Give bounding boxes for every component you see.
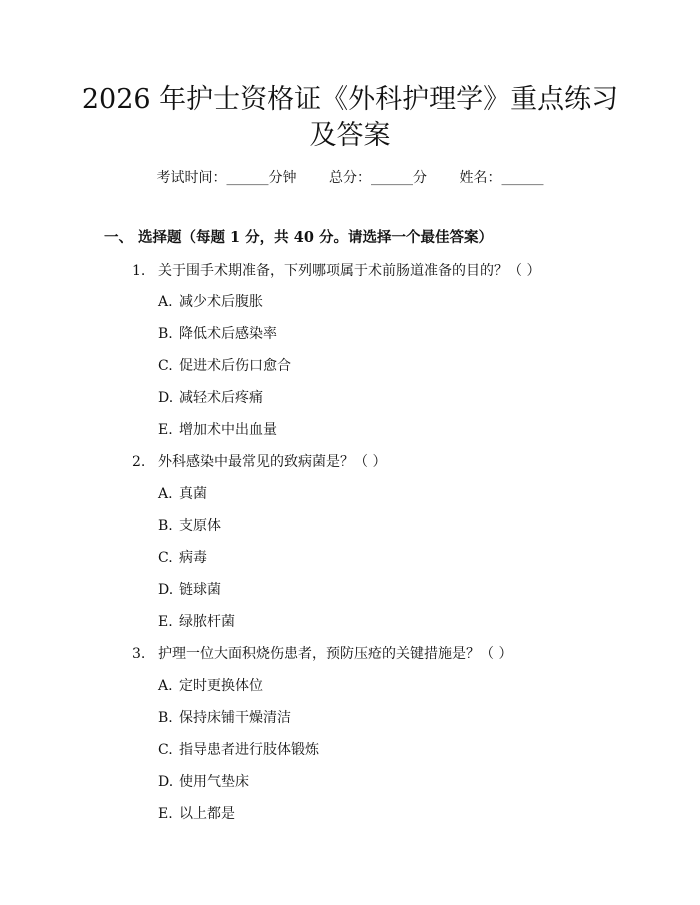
option-text: 促进术后伤口愈合 — [179, 358, 291, 374]
question-2-option-b — [158, 516, 221, 536]
option-text: 指导患者进行肢体锻炼 — [179, 742, 319, 758]
question-2-option-e — [158, 612, 235, 632]
section-number: 一、 — [104, 229, 133, 246]
option-letter: C. — [158, 742, 173, 758]
question-text: 关于围手术期准备，下列哪项属于术前肠道准备的目的？（ ） — [158, 263, 541, 279]
question-3-option-c — [158, 740, 319, 760]
exam-meta — [0, 168, 700, 188]
option-text: 保持床铺干燥清洁 — [179, 710, 291, 726]
question-number: 2. — [132, 454, 146, 470]
question-1-option-d — [158, 388, 263, 408]
option-text: 病毒 — [179, 550, 207, 566]
question-3-option-d — [158, 772, 249, 792]
option-text: 以上都是 — [179, 806, 235, 822]
option-letter: E. — [158, 806, 173, 822]
option-letter: B. — [158, 326, 173, 342]
question-text: 护理一位大面积烧伤患者，预防压疮的关键措施是？（ ） — [158, 646, 513, 662]
option-letter: D. — [158, 774, 174, 790]
option-text: 增加术中出血量 — [179, 422, 277, 438]
option-letter: C. — [158, 550, 173, 566]
question-number: 1. — [132, 263, 146, 279]
question-1-option-b — [158, 324, 277, 344]
question-3 — [132, 644, 512, 664]
question-3-option-b — [158, 708, 291, 728]
option-letter: A. — [158, 678, 173, 694]
question-3-option-a — [158, 676, 263, 696]
exam-name-label: 姓名：______ — [459, 170, 544, 186]
option-text: 减少术后腹胀 — [179, 294, 263, 310]
page-title-line1: 2026 年护士资格证《外科护理学》重点练习 — [81, 84, 619, 115]
exam-time-label: 考试时间：______分钟 — [156, 170, 297, 186]
option-text: 真菌 — [179, 486, 207, 502]
option-text: 链球菌 — [179, 582, 221, 598]
question-1-option-a — [158, 292, 263, 312]
option-letter: A. — [158, 486, 173, 502]
option-text: 降低术后感染率 — [179, 326, 277, 342]
question-2-option-c — [158, 548, 207, 568]
page-title-line2: 及答案 — [309, 120, 391, 151]
option-text: 支原体 — [179, 518, 221, 534]
question-1-option-e — [158, 420, 277, 440]
option-letter: E. — [158, 614, 173, 630]
option-letter: C. — [158, 358, 173, 374]
option-letter: B. — [158, 518, 173, 534]
section-title: 选择题（每题 1 分，共 40 分。请选择一个最佳答案） — [138, 229, 493, 246]
question-2-option-a — [158, 484, 207, 504]
option-text: 定时更换体位 — [179, 678, 263, 694]
option-letter: B. — [158, 710, 173, 726]
section-heading — [104, 228, 493, 248]
question-1 — [132, 261, 540, 281]
option-text: 使用气垫床 — [179, 774, 249, 790]
question-number: 3. — [132, 646, 146, 662]
option-letter: A. — [158, 294, 173, 310]
exam-score-label: 总分：______分 — [329, 170, 427, 186]
question-text: 外科感染中最常见的致病菌是？（ ） — [158, 454, 387, 470]
option-letter: D. — [158, 582, 174, 598]
question-1-option-c — [158, 356, 291, 376]
question-3-option-e — [158, 804, 235, 824]
question-2 — [132, 452, 386, 472]
option-text: 减轻术后疼痛 — [179, 390, 263, 406]
question-2-option-d — [158, 580, 221, 600]
option-letter: D. — [158, 390, 174, 406]
option-text: 绿脓杆菌 — [179, 614, 235, 630]
option-letter: E. — [158, 422, 173, 438]
